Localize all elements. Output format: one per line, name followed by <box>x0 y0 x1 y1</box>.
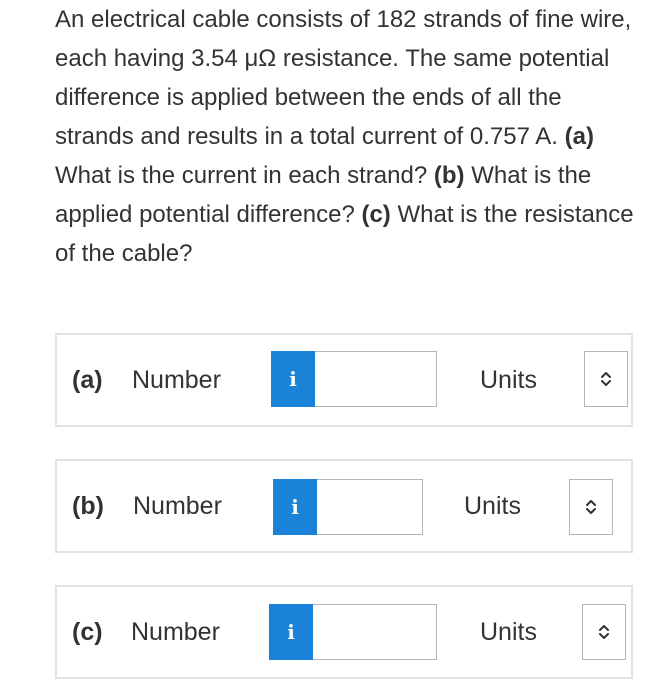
part-c-question: What is the resistance of the cable? <box>55 201 634 267</box>
units-select[interactable] <box>569 479 613 535</box>
part-b-marker: (b) <box>433 162 465 189</box>
units-label: Units <box>464 491 521 520</box>
info-icon[interactable]: i <box>269 604 313 660</box>
answer-row-c <box>55 585 633 679</box>
problem-intro: An electrical cable consists of 182 strands of fine wire, each having 3.54 μΩ resistance. The same potential difference is applied between the ends of all the strands and results in a total current of 0.757 A. <box>55 6 632 150</box>
problem-statement <box>55 0 635 273</box>
chevron-up-down-icon <box>598 624 610 640</box>
part-c-marker: (c) <box>361 201 391 228</box>
part-b-question: What is the applied potential difference? <box>55 162 592 228</box>
number-label: Number <box>132 365 221 394</box>
info-icon[interactable]: i <box>271 351 315 407</box>
units-label: Units <box>480 617 537 646</box>
chevron-up-down-icon <box>585 499 597 515</box>
number-input[interactable] <box>315 351 437 407</box>
part-a-marker: (a) <box>564 123 594 150</box>
answer-part-label: (b) <box>72 491 104 520</box>
chevron-up-down-icon <box>600 371 612 387</box>
answer-row-a <box>55 333 633 427</box>
number-input[interactable] <box>313 604 437 660</box>
number-label: Number <box>133 491 222 520</box>
answer-part-label: (c) <box>72 617 103 646</box>
info-icon[interactable]: i <box>273 479 317 535</box>
part-a-question: What is the current in each strand? <box>55 162 428 189</box>
units-select[interactable] <box>582 604 626 660</box>
answer-part-label: (a) <box>72 365 103 394</box>
answer-row-b <box>55 459 633 553</box>
number-input[interactable] <box>317 479 423 535</box>
units-label: Units <box>480 365 537 394</box>
units-select[interactable] <box>584 351 628 407</box>
number-label: Number <box>131 617 220 646</box>
